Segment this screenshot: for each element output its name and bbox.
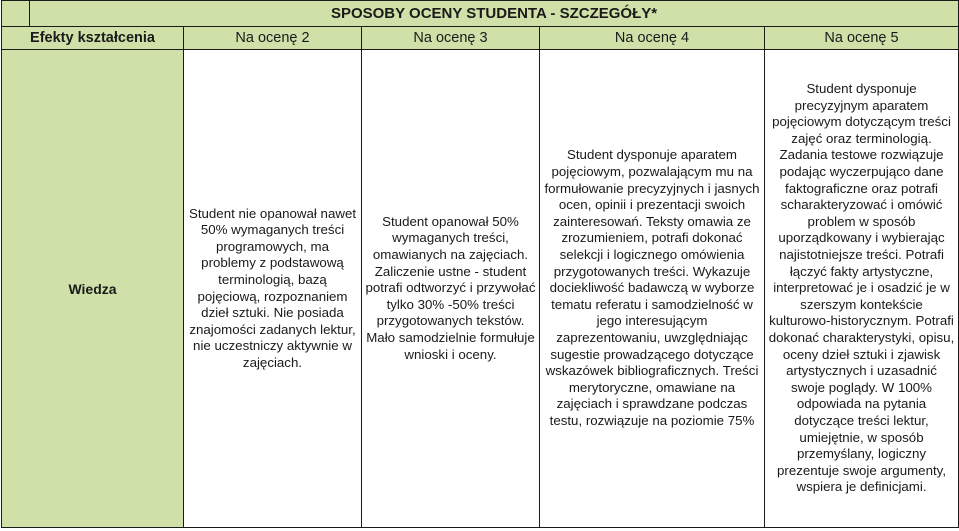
header-grade-2: Na ocenę 2: [184, 27, 362, 50]
title-left-blank-cell: [2, 1, 30, 27]
cell-grade-4: Student dysponuje aparatem pojęciowym, pozwalającym mu na formułowanie precyzyjnych i jasnych ocen, opinii i prezentacji swoich zainteresowań. Teksty omawia ze zrozumieniem, potrafi dokonać selekcji i logicznego omówienia przygotowanych treści. Wykazuje dociekliwość badawczą w wyborze tematu referatu i samodzielność w jego interesującym zaprezentowaniu, uwzględniając sugestie prowadzącego dotyczące wskazówek bibliograficznych. Treści merytoryczne, omawiane na zajęciach i sprawdzane podczas testu, rozwiązuje na poziomie 75%: [540, 50, 765, 528]
row-label-knowledge: Wiedza: [2, 50, 184, 528]
cell-grade-3: Student opanował 50% wymaganych treści, omawianych na zajęciach. Zaliczenie ustne - student potrafi odtworzyć i przywołać tylko 30% -50% treści przygotowanych tekstów. Mało samodzielnie formułuje wnioski i oceny.: [362, 50, 540, 528]
table-title: SPOSOBY OCENY STUDENTA - SZCZEGÓŁY*: [30, 1, 959, 27]
header-grade-3: Na ocenę 3: [362, 27, 540, 50]
header-learning-outcomes: Efekty kształcenia: [2, 27, 184, 50]
table-row-knowledge: [2, 50, 959, 528]
cell-grade-2: Student nie opanował nawet 50% wymaganych treści programowych, ma problemy z podstawową terminologią, bazą pojęciową, rozpoznaniem dzieł sztuki. Nie posiada znajomości zadanych lektur, nie uczestniczy aktywnie w zajęciach.: [184, 50, 362, 528]
header-grade-5: Na ocenę 5: [765, 27, 959, 50]
header-grade-4: Na ocenę 4: [540, 27, 765, 50]
grading-table: [1, 0, 959, 528]
header-row: [2, 27, 959, 50]
cell-grade-5: Student dysponuje precyzyjnym aparatem pojęciowym dotyczącym treści zajęć oraz terminologią. Zadania testowe rozwiązuje podając wyczerpująco dane faktograficzne oraz potrafi scharakteryzować i omówić problem w sposób uporządkowany i wybierając najistotniejsze treści. Potrafi łączyć fakty artystyczne, interpretować je i osadzić je w szerszym kontekście kulturowo-historycznym. Potrafi dokonać charakterystyki, opisu, oceny dzieł sztuki i zjawisk artystycznych i uzasadnić swoje poglądy. W 100% odpowiada na pytania dotyczące treści lektur, umiejętnie, w sposób przemyślany, logiczny prezentuje swoje argumenty, wspiera je definicjami.: [765, 50, 959, 528]
title-row: [2, 1, 959, 27]
